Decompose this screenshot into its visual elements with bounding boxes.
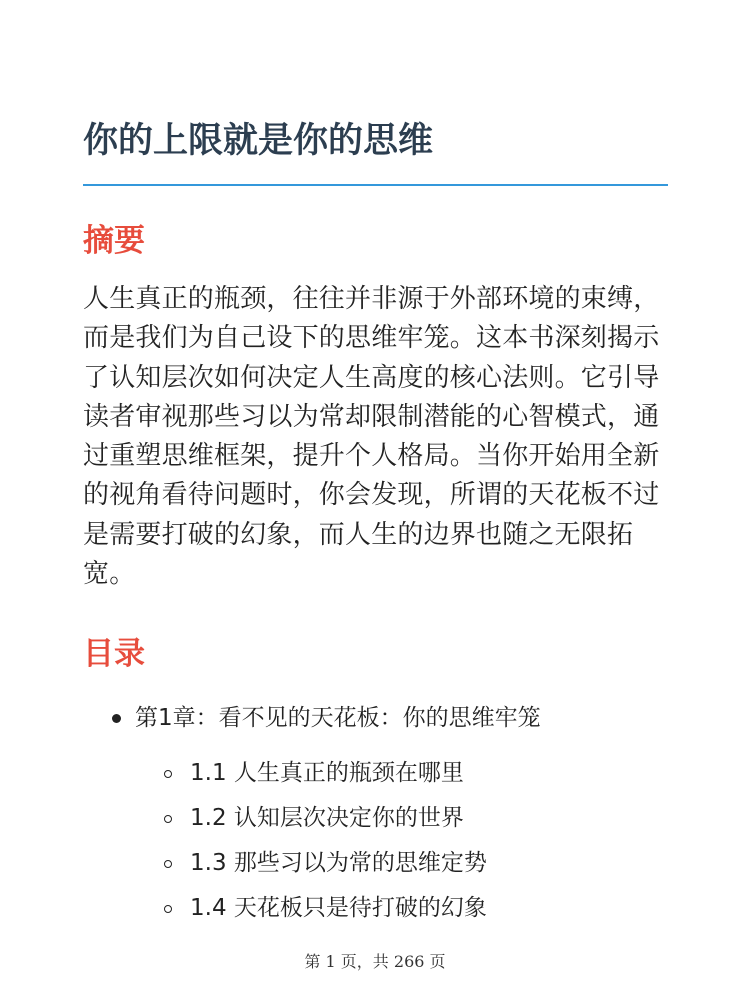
toc-chapter-1: 第1章：看不见的天花板：你的思维牢笼 bbox=[135, 705, 541, 731]
book-title: 你的上限就是你的思维 bbox=[83, 121, 434, 161]
title-divider bbox=[83, 184, 668, 186]
toc-section-1-4: 1.4 天花板只是待打破的幻象 bbox=[190, 895, 487, 921]
bullet-circle-icon bbox=[164, 815, 172, 823]
toc-heading: 目录 bbox=[83, 636, 145, 672]
abstract-text: 人生真正的瓶颈，往往并非源于外部环境的束缚，而是我们为自己设下的思维牢笼。这本书深刻揭示了认知层次如何决定人生高度的核心法则。它引导读者审视那些习以为常却限制潜能的心智模式，通过重塑思维框架，提升个人格局。当你开始用全新的视角看待问题时，你会发现，所谓的天花板不过是需要打破的幻象，而人生的边界也随之无限拓宽。 bbox=[83, 284, 660, 590]
page-footer: 第 1 页，共 266 页 bbox=[304, 952, 446, 971]
abstract-heading: 摘要 bbox=[83, 223, 145, 259]
bullet-circle-icon bbox=[164, 860, 172, 868]
toc-section-1-2: 1.2 认知层次决定你的世界 bbox=[190, 805, 464, 831]
bullet-circle-icon bbox=[164, 770, 172, 778]
toc-section-1-3: 1.3 那些习以为常的思维定势 bbox=[190, 850, 487, 876]
toc-section-1-1: 1.1 人生真正的瓶颈在哪里 bbox=[190, 760, 464, 786]
bullet-circle-icon bbox=[164, 905, 172, 913]
bullet-disc-icon bbox=[112, 714, 121, 723]
